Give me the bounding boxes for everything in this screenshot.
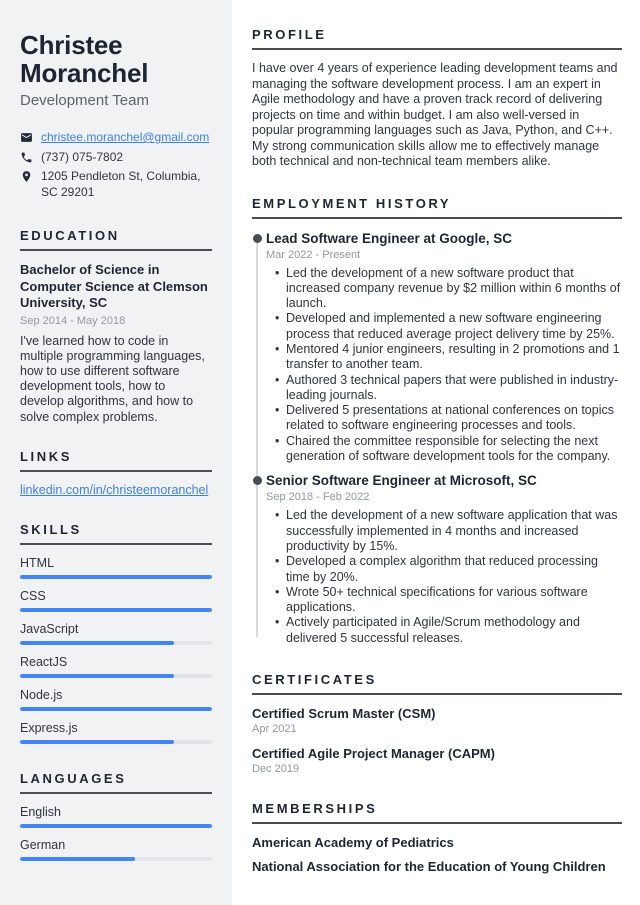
skills-list	[20, 556, 212, 744]
skill-meter-track	[20, 707, 212, 711]
employment-timeline	[252, 231, 622, 647]
job-bullet: • Wrote 50+ technical specifications for various software applications.	[286, 585, 622, 616]
sidebar	[0, 0, 232, 905]
job-bullet: • Mentored 4 junior engineers, resulting in 2 promotions and 1 transfer to another team.	[286, 342, 622, 373]
skill-label: ReactJS	[20, 654, 68, 669]
languages-list	[20, 805, 212, 861]
job-title: Lead Software Engineer at Google, SC	[266, 230, 513, 246]
links-list	[20, 483, 212, 498]
certificate-date: Dec 2019	[252, 763, 300, 776]
skill-meter-fill	[20, 707, 212, 711]
job-bullet: • Authored 3 technical papers that were published in industry-leading journals.	[286, 373, 622, 404]
education-degree: Bachelor of Science in Computer Science at Clemson University, SC	[20, 262, 208, 310]
job-bullet-list	[266, 266, 622, 465]
language-meter-fill	[20, 824, 212, 828]
skill-meter-track	[20, 608, 212, 612]
certificates-list	[252, 706, 622, 775]
job-dates: Mar 2022 - Present	[266, 248, 361, 261]
job-bullet-list	[266, 508, 622, 646]
memberships-section	[252, 801, 622, 874]
address-text: 1205 Pendleton St, Columbia, SC 29201	[41, 169, 201, 199]
skills-section	[20, 522, 212, 744]
job-bullet: • Actively participated in Agile/Scrum methodology and delivered 5 successful releases.	[286, 615, 622, 646]
job-bullet: • Chaired the committee responsible for selecting the next generation of software development tools for the company.	[286, 434, 622, 465]
skill-meter-fill	[20, 674, 174, 678]
language-item	[20, 805, 212, 828]
contact-phone-row	[20, 150, 212, 166]
languages-section	[20, 771, 212, 861]
skill-item	[20, 622, 212, 645]
skill-meter-track	[20, 740, 212, 744]
skill-item	[20, 589, 212, 612]
skill-meter-fill	[20, 740, 174, 744]
profile-section	[252, 27, 622, 170]
email-link[interactable]: christee.moranchel@gmail.com	[41, 130, 210, 144]
candidate-title: Development Team	[20, 92, 149, 109]
skill-label: CSS	[20, 588, 46, 603]
profile-link[interactable]: linkedin.com/in/christeemoranchel	[20, 482, 209, 497]
skill-meter-fill	[20, 641, 174, 645]
certificate-title: Certified Agile Project Manager (CAPM)	[252, 746, 495, 762]
skill-meter-track	[20, 641, 212, 645]
timeline-dot-icon	[253, 476, 262, 485]
membership-item: American Academy of Pediatrics	[252, 835, 454, 851]
location-pin-icon	[20, 170, 33, 183]
skill-item	[20, 655, 212, 678]
profile-heading: PROFILE	[252, 27, 622, 50]
skill-label: Express.js	[20, 720, 78, 735]
language-label: English	[20, 804, 61, 819]
contact-email-row	[20, 130, 212, 146]
job-bullet: • Led the development of a new software application that was successfully implemented in 4 months and increased productivity by 15%.	[286, 508, 622, 554]
phone-number: (737) 075-7802	[41, 149, 124, 164]
job-bullet: • Led the development of a new software product that increased company revenue by $2 million within 6 months of launch.	[286, 266, 622, 312]
skill-meter-track	[20, 674, 212, 678]
education-dates: Sep 2014 - May 2018	[20, 314, 126, 327]
memberships-heading: MEMBERSHIPS	[252, 801, 622, 824]
skills-heading: SKILLS	[20, 522, 212, 545]
job-entry	[266, 231, 622, 465]
education-heading: EDUCATION	[20, 228, 212, 251]
education-description: I've learned how to code in multiple programming languages, how to use different software development tools, how to develop algorithms, and how to solve complex problems.	[20, 333, 205, 424]
language-meter-fill	[20, 857, 135, 861]
skill-label: HTML	[20, 555, 55, 570]
employment-heading: EMPLOYMENT HISTORY	[252, 196, 622, 219]
contact-address-row	[20, 169, 212, 200]
certificate-title: Certified Scrum Master (CSM)	[252, 706, 436, 722]
certificate-item	[252, 706, 622, 735]
language-item	[20, 838, 212, 861]
certificate-date: Apr 2021	[252, 723, 297, 736]
skill-item	[20, 688, 212, 711]
main-column	[232, 0, 640, 905]
certificates-section	[252, 672, 622, 775]
contact-block	[20, 130, 212, 200]
skill-meter-fill	[20, 575, 212, 579]
language-meter-track	[20, 824, 212, 828]
job-bullet: • Developed and implemented a new software engineering process that reduced average project delivery time by 25%.	[286, 311, 622, 342]
memberships-list	[252, 835, 622, 874]
certificate-item	[252, 746, 622, 775]
membership-item: National Association for the Education of Young Children	[252, 859, 606, 875]
skill-item	[20, 721, 212, 744]
employment-section	[252, 196, 622, 647]
candidate-name: Christee Moranchel	[20, 30, 149, 88]
timeline-dot-icon	[253, 234, 262, 243]
languages-heading: LANGUAGES	[20, 771, 212, 794]
education-section	[20, 228, 212, 425]
phone-icon	[20, 151, 33, 164]
profile-text: I have over 4 years of experience leading development teams and managing the software development process. I am an expert in Agile methodology and have a proven track record of delivering projects on time and within budget. I am also well-versed in popular programming languages such as Java, Python, and C++. My strong communication skills allow me to effectively manage both technical and non-technical team members alike.	[252, 61, 618, 168]
skill-item	[20, 556, 212, 579]
language-label: German	[20, 837, 66, 852]
links-section	[20, 449, 212, 498]
skill-meter-track	[20, 575, 212, 579]
skill-label: Node.js	[20, 687, 63, 702]
links-heading: LINKS	[20, 449, 212, 472]
timeline-line	[256, 238, 258, 638]
skill-label: JavaScript	[20, 621, 79, 636]
certificates-heading: CERTIFICATES	[252, 672, 622, 695]
job-bullet: • Delivered 5 presentations at national conferences on topics related to software engineering processes and tools.	[286, 403, 622, 434]
job-bullet: • Developed a complex algorithm that reduced processing time by 20%.	[286, 554, 622, 585]
job-title: Senior Software Engineer at Microsoft, SC	[266, 473, 537, 489]
envelope-icon	[20, 131, 33, 144]
job-entry	[266, 473, 622, 646]
language-meter-track	[20, 857, 212, 861]
skill-meter-fill	[20, 608, 212, 612]
job-dates: Sep 2018 - Feb 2022	[266, 491, 370, 504]
